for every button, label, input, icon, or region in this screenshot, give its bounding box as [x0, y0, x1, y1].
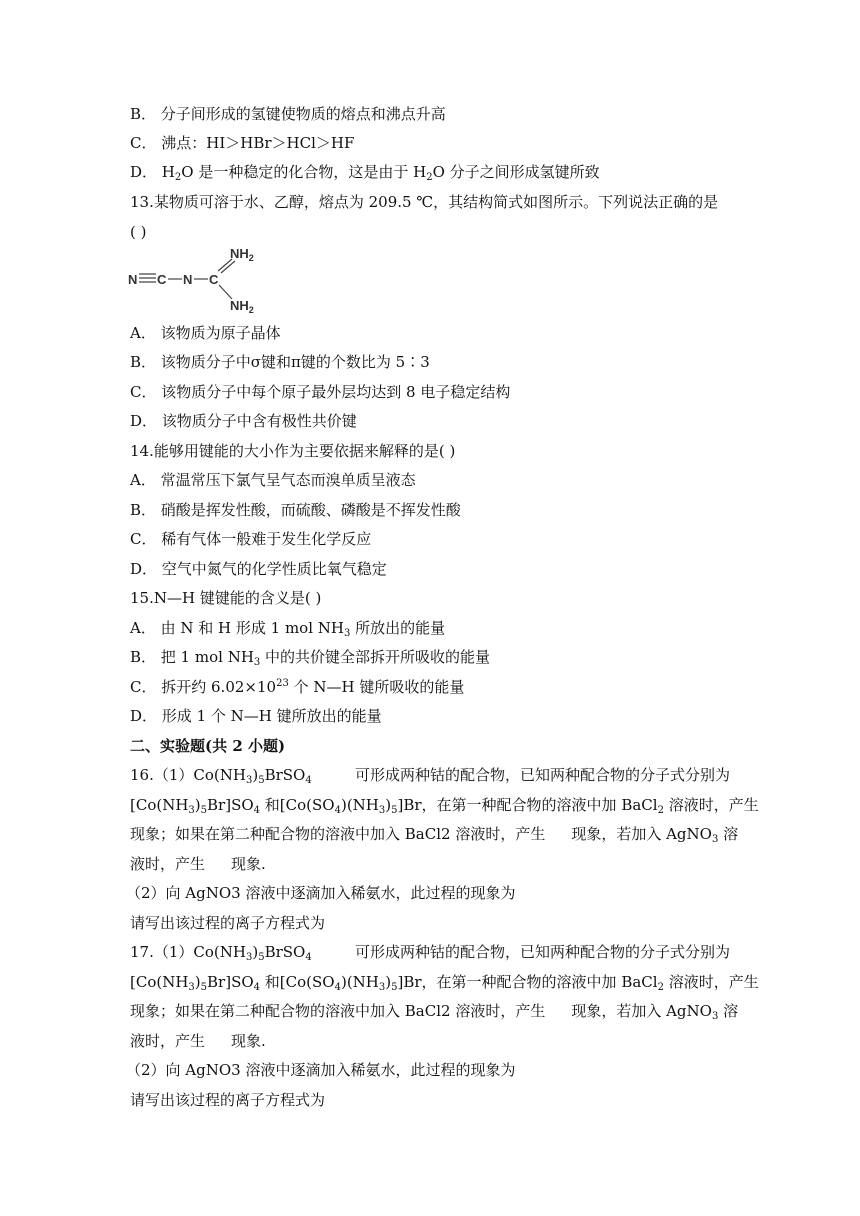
q15-option-c: C． 拆开约 $6.02\times 10^{23}$ 个 N—H 键所吸收的能量	[130, 678, 465, 696]
q13-stem-line1: 13.某物质可溶于水、乙醇，熔点为 209.5 ℃，其结构简式如图所示。下列说法正确的是	[130, 193, 719, 211]
q13-option-a: A． 该物质为原子晶体	[130, 324, 281, 342]
q16-line2: $[Co(NH_3)_5Br]SO_4$ 和$[Co(SO_4)(NH_3)_5]Br$，在第一种配合物的溶液中加 BaCl$_2$ 溶液时，产生	[130, 796, 759, 816]
atom-n-left: N	[128, 272, 138, 287]
q15-stem: 15.N—H 键键能的含义是( )	[130, 589, 322, 607]
q17-line6: 请写出该过程的离子方程式为	[130, 1091, 326, 1109]
q12-option-c: C． 沸点：HI＞HBr＞HCl＞HF	[130, 134, 355, 152]
q13-option-b: B． 该物质分子中σ键和π键的个数比为 5∶3	[130, 353, 430, 371]
q16-line3: 现象；如果在第二种配合物的溶液中加入 BaCl2 溶液时，产生 现象，若加入 AgNO$_3$ 溶	[130, 825, 739, 845]
q15-option-d: D． 形成 1 个 N—H 键所放出的能量	[130, 707, 382, 725]
q16-line1: $16.(1)Co(NH_3)_5BrSO_4$ 可形成两种钴的配合物，已知两种配合物的分子式分别为	[130, 766, 730, 786]
atom-n-mid: N	[183, 272, 193, 287]
q12-option-b: B． 分子间形成的氢键使物质的熔点和沸点升高	[130, 105, 446, 123]
q14-stem: 14.能够用键能的大小作为主要依据来解释的是( )	[130, 442, 456, 460]
q12-option-d: D． $H_2O$ 是一种稳定的化合物，这是由于 $H_2O$ 分子之间形成氢键所致	[130, 163, 600, 183]
q17-line1: $17.(1)Co(NH_3)_5BrSO_4$ 可形成两种钴的配合物，已知两种配合物的分子式分别为	[130, 943, 730, 963]
q17-line2: $[Co(NH_3)_5Br]SO_4$ 和$[Co(SO_4)(NH_3)_5]Br$，在第一种配合物的溶液中加 BaCl$_2$ 溶液时，产生	[130, 973, 759, 993]
section-heading: 二、实验题(共 2 小题)	[130, 737, 286, 755]
q16-line4: 液时，产生 现象.	[130, 855, 266, 873]
atom-c-right: C	[209, 272, 219, 287]
q14-option-b: B． 硝酸是挥发性酸，而硫酸、磷酸是不挥发性酸	[130, 501, 461, 519]
q14-option-d: D． 空气中氮气的化学性质比氧气稳定	[130, 560, 387, 578]
structural-formula	[126, 240, 276, 316]
q13-stem-line2: ( )	[130, 223, 147, 241]
q14-option-c: C． 稀有气体一般难于发生化学反应	[130, 530, 372, 548]
atom-c-left: C	[157, 272, 167, 287]
q13-option-d: D． 该物质分子中含有极性共价键	[130, 412, 357, 430]
q15-option-a: A． 由 N 和 H 形成 1 mol $NH_3$ 所放出的能量	[130, 619, 446, 639]
q17-line3: 现象；如果在第二种配合物的溶液中加入 BaCl2 溶液时，产生 现象，若加入 AgNO$_3$ 溶	[130, 1002, 739, 1022]
q15-option-b: B． 把 1 mol $NH_3$ 中的共价键全部拆开所吸收的能量	[130, 648, 491, 668]
q17-line5: （2）向 AgNO3 溶液中逐滴加入稀氨水，此过程的现象为	[126, 1061, 516, 1079]
q17-line4: 液时，产生 现象.	[130, 1032, 266, 1050]
q14-option-a: A． 常温常压下氯气呈气态而溴单质呈液态	[130, 471, 416, 489]
q16-line6: 请写出该过程的离子方程式为	[130, 914, 326, 932]
group-nh2-top: $NH_2$	[230, 246, 254, 263]
q13-option-c: C． 该物质分子中每个原子最外层均达到 8 电子稳定结构	[130, 383, 511, 401]
group-nh2-bottom: $NH_2$	[230, 298, 254, 315]
q16-line5: （2）向 AgNO3 溶液中逐滴加入稀氨水，此过程的现象为	[126, 884, 516, 902]
